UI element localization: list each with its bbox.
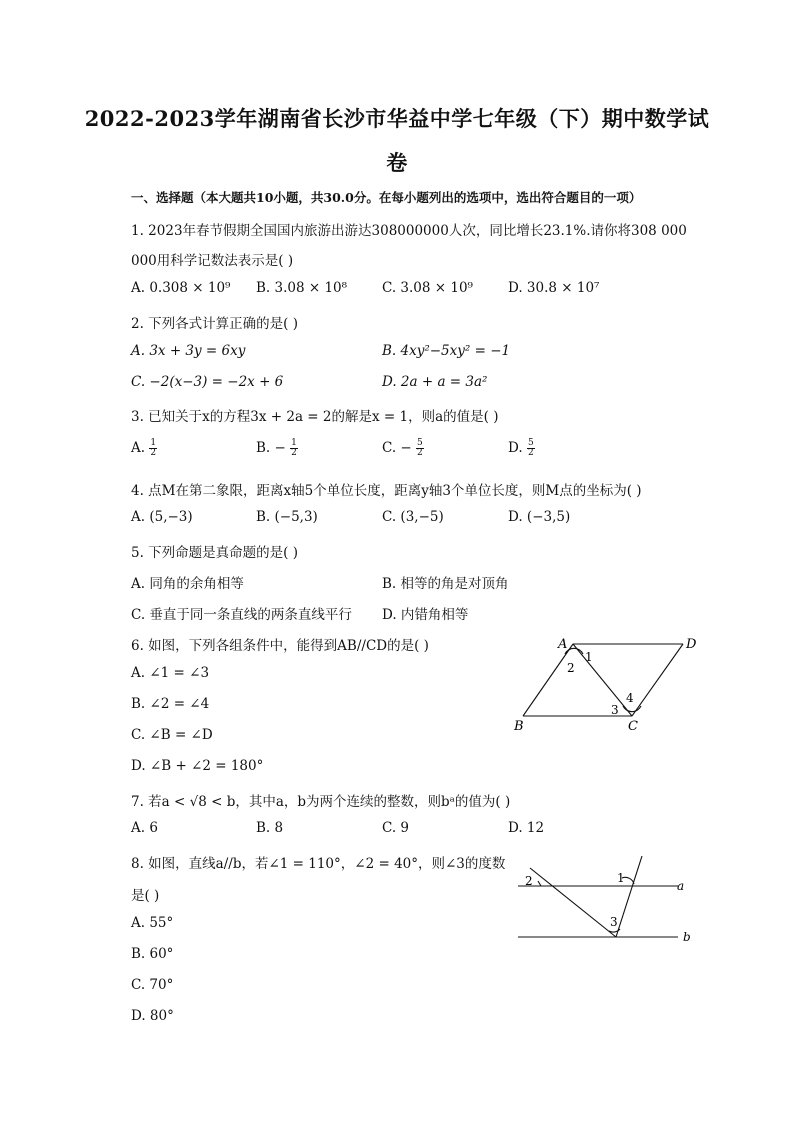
q1-option-c[interactable]: C. 3.08 × 10⁹ bbox=[382, 280, 473, 296]
q2-option-a[interactable]: A. 3x + 3y = 6xy bbox=[131, 343, 246, 359]
q3-option-d-fraction bbox=[527, 439, 535, 458]
q2-option-b[interactable]: B. 4xy²−5xy² = −1 bbox=[382, 343, 511, 359]
q7-stem: 7. 若a < √8 < b，其中a，b为两个连续的整数，则bᵃ的值为( ) bbox=[131, 794, 511, 810]
segment-ac bbox=[573, 644, 632, 716]
q3-stem: 3. 已知关于x的方程3x + 2a = 2的解是x = 1，则a的值是( ) bbox=[131, 409, 499, 425]
q3-option-a-label: A. bbox=[131, 440, 146, 456]
q3-d-denominator: 2 bbox=[527, 448, 534, 458]
label-angle-3: 3 bbox=[610, 915, 618, 929]
label-angle-2: 2 bbox=[567, 661, 575, 675]
label-b: B bbox=[514, 719, 524, 734]
q6-option-c[interactable]: C. ∠B = ∠D bbox=[131, 727, 213, 743]
segment-cd bbox=[632, 644, 683, 716]
q3-b-denominator: 2 bbox=[291, 448, 297, 458]
q6-option-d[interactable]: D. ∠B + ∠2 = 180° bbox=[131, 758, 264, 774]
q4-option-d[interactable]: D. (−3,5) bbox=[508, 509, 571, 525]
q4-stem: 4. 点M在第二象限，距离x轴5个单位长度，距离y轴3个单位长度，则M点的坐标为( ) bbox=[131, 483, 642, 499]
label-c: C bbox=[628, 719, 638, 734]
q3-option-b[interactable] bbox=[256, 439, 298, 458]
q3-b-numerator: 1 bbox=[291, 438, 297, 448]
q3-option-b-fraction bbox=[290, 439, 298, 458]
q1-stem-line1: 1. 2023年春节假期全国国内旅游出游达308000000人次，同比增长23.1%.请你将308 000 bbox=[131, 223, 687, 239]
label-line-b: b bbox=[683, 930, 691, 944]
label-angle-2: 2 bbox=[525, 874, 533, 888]
q1-option-d[interactable]: D. 30.8 × 10⁷ bbox=[508, 280, 600, 296]
q5-option-b[interactable]: B. 相等的角是对顶角 bbox=[382, 576, 509, 592]
q3-c-denominator: 2 bbox=[417, 448, 423, 458]
q8-stem-line2: 是( ) bbox=[131, 888, 160, 904]
q6-parallelogram-figure bbox=[505, 632, 705, 742]
q2-option-d[interactable]: D. 2a + a = 3a² bbox=[382, 374, 488, 390]
label-angle-1: 1 bbox=[585, 650, 593, 664]
q4-option-b[interactable]: B. (−5,3) bbox=[256, 509, 318, 525]
section-heading: 一、选择题（本大题共10小题，共30.0分。在每小题列出的选项中，选出符合题目的一项） bbox=[131, 190, 642, 205]
page-title-line1: 2022-2023学年湖南省长沙市华益中学七年级（下）期中数学试 bbox=[84, 106, 710, 131]
q8-option-b[interactable]: B. 60° bbox=[131, 946, 174, 962]
transversal-right bbox=[616, 856, 642, 937]
q1-option-b[interactable]: B. 3.08 × 10⁸ bbox=[256, 280, 348, 296]
label-angle-3: 3 bbox=[611, 703, 619, 717]
segment-ab bbox=[523, 644, 573, 716]
q3-option-c-label: C. − bbox=[382, 440, 412, 456]
q6-option-a[interactable]: A. ∠1 = ∠3 bbox=[131, 665, 210, 681]
q2-option-c[interactable]: C. −2(x−3) = −2x + 6 bbox=[131, 374, 284, 390]
q3-option-a[interactable] bbox=[131, 439, 157, 458]
q4-option-c[interactable]: C. (3,−5) bbox=[382, 509, 444, 525]
q1-option-a[interactable]: A. 0.308 × 10⁹ bbox=[131, 280, 231, 296]
q6-stem: 6. 如图，下列各组条件中，能得到AB//CD的是( ) bbox=[131, 638, 429, 654]
label-a: A bbox=[558, 637, 568, 652]
q7-option-c[interactable]: C. 9 bbox=[382, 820, 410, 836]
q6-option-b[interactable]: B. ∠2 = ∠4 bbox=[131, 696, 210, 712]
q5-option-d[interactable]: D. 内错角相等 bbox=[382, 607, 469, 623]
q4-option-a[interactable]: A. (5,−3) bbox=[131, 509, 193, 525]
label-angle-1: 1 bbox=[617, 871, 625, 885]
q3-c-numerator: 5 bbox=[417, 438, 423, 448]
label-d: D bbox=[686, 637, 697, 652]
q7-option-a[interactable]: A. 6 bbox=[131, 820, 158, 836]
q8-stem-line1: 8. 如图，直线a//b，若∠1 = 110°，∠2 = 40°，则∠3的度数 bbox=[131, 856, 506, 872]
q5-option-a[interactable]: A. 同角的余角相等 bbox=[131, 576, 244, 592]
q3-option-b-label: B. − bbox=[256, 440, 286, 456]
q3-option-d[interactable] bbox=[508, 439, 535, 458]
q2-stem: 2. 下列各式计算正确的是( ) bbox=[131, 316, 298, 332]
q8-parallel-lines-figure bbox=[510, 848, 710, 953]
q3-option-a-fraction bbox=[149, 439, 157, 458]
q3-a-denominator: 2 bbox=[150, 448, 157, 458]
q1-stem-line2: 000用科学记数法表示是( ) bbox=[131, 253, 294, 269]
q7-option-b[interactable]: B. 8 bbox=[256, 820, 284, 836]
q5-stem: 5. 下列命题是真命题的是( ) bbox=[131, 545, 298, 561]
q3-d-numerator: 5 bbox=[527, 438, 534, 448]
q3-option-c-fraction bbox=[416, 439, 424, 458]
q3-option-c[interactable] bbox=[382, 439, 424, 458]
angle-mark-2 bbox=[538, 881, 541, 886]
q5-option-c[interactable]: C. 垂直于同一条直线的两条直线平行 bbox=[131, 607, 352, 623]
page-title-line2: 卷 bbox=[386, 150, 408, 175]
q8-option-d[interactable]: D. 80° bbox=[131, 1008, 174, 1024]
q3-a-numerator: 1 bbox=[150, 438, 157, 448]
q8-option-c[interactable]: C. 70° bbox=[131, 977, 174, 993]
label-angle-4: 4 bbox=[626, 691, 634, 705]
q3-option-d-label: D. bbox=[508, 440, 523, 456]
transversal-left bbox=[530, 868, 616, 937]
q7-option-d[interactable]: D. 12 bbox=[508, 820, 545, 836]
label-line-a: a bbox=[677, 879, 685, 893]
q8-option-a[interactable]: A. 55° bbox=[131, 915, 174, 931]
